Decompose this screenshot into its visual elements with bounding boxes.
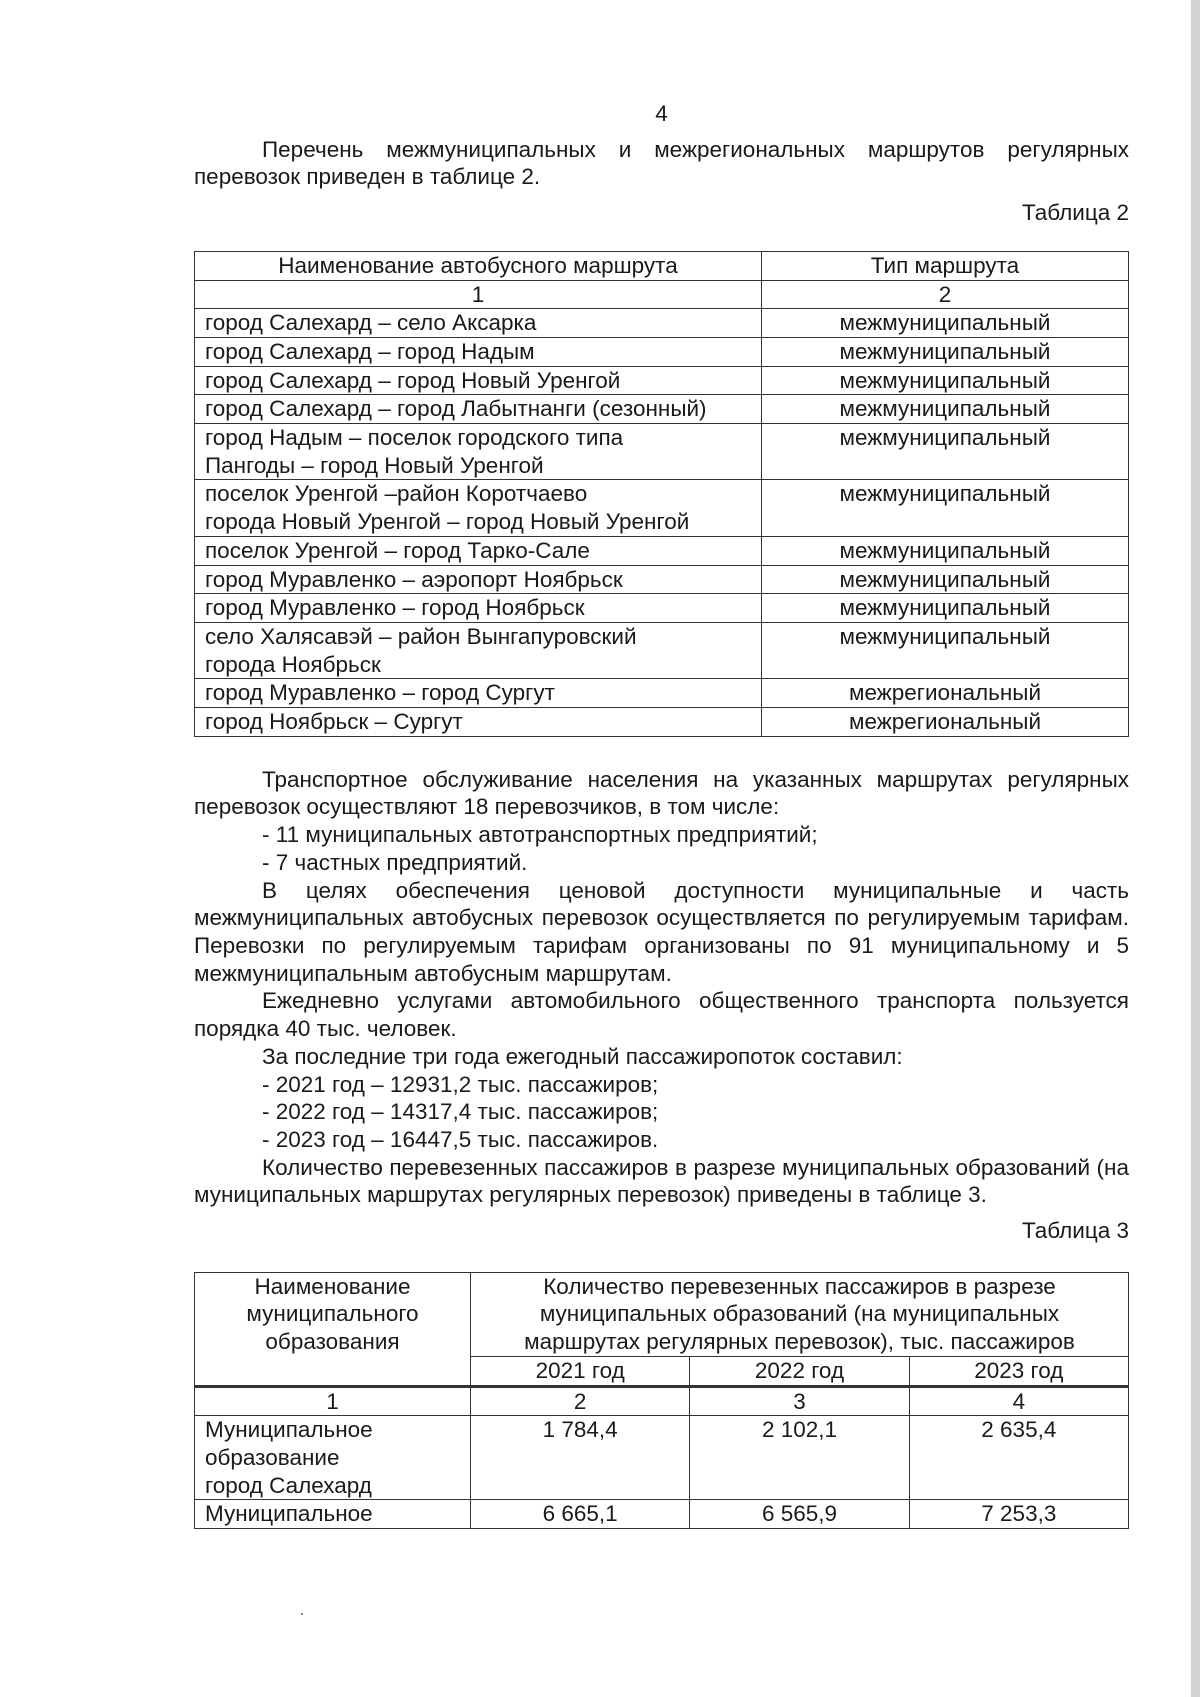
route-name bbox=[195, 622, 762, 678]
passengers-table bbox=[194, 1272, 1129, 1529]
col-number: 1 bbox=[195, 280, 762, 309]
header-line: муниципального bbox=[246, 1301, 419, 1327]
route-name: город Муравленко – город Сургут bbox=[195, 679, 762, 708]
table-row bbox=[195, 565, 1129, 594]
route-line: города Новый Уренгой – город Новый Уренгой bbox=[205, 509, 690, 535]
col-number: 2 bbox=[762, 280, 1129, 309]
table2-caption: Таблица 2 bbox=[1022, 200, 1129, 226]
route-name: город Муравленко – город Ноябрьск bbox=[195, 594, 762, 623]
col-number: 4 bbox=[909, 1386, 1128, 1416]
route-line: село Халясавэй – район Вынгапуровский bbox=[205, 623, 637, 649]
table-row bbox=[195, 1500, 1129, 1529]
route-name: город Салехард – город Новый Уренгой bbox=[195, 366, 762, 395]
carriers-paragraph: Транспортное обслуживание населения на указанных маршрутах регулярных перевозок осуществляют 18 перевозчиков, в том числе: bbox=[194, 766, 1129, 820]
route-name: город Ноябрьск – Сургут bbox=[195, 708, 762, 737]
document-page bbox=[194, 100, 1129, 1529]
table-header-row bbox=[195, 251, 1129, 280]
value-2021: 6 665,1 bbox=[471, 1500, 690, 1529]
route-type: межмуниципальный bbox=[762, 366, 1129, 395]
route-type: межмуниципальный bbox=[762, 309, 1129, 338]
table-row bbox=[195, 480, 1129, 536]
table-row bbox=[195, 309, 1129, 338]
table-header-row bbox=[195, 1272, 1129, 1356]
list-item: - 11 муниципальных автотранспортных предприятий; bbox=[262, 822, 818, 848]
col-number: 1 bbox=[195, 1386, 471, 1416]
column-number-row bbox=[195, 1386, 1129, 1416]
table3-intro-paragraph: Количество перевезенных пассажиров в разрезе муниципальных образований (на муниципальных маршрутах регулярных перевозок) приведены в таблице 3. bbox=[194, 1154, 1129, 1208]
list-item: - 2022 год – 14317,4 тыс. пассажиров; bbox=[262, 1099, 659, 1125]
table-row bbox=[195, 536, 1129, 565]
route-name: город Муравленко – аэропорт Ноябрьск bbox=[195, 565, 762, 594]
route-name bbox=[195, 480, 762, 536]
name-line: Муниципальное bbox=[205, 1417, 373, 1443]
route-type: межрегиональный bbox=[762, 708, 1129, 737]
name-line: город Салехард bbox=[205, 1472, 372, 1498]
name-line: Муниципальное bbox=[205, 1501, 373, 1527]
route-type: межмуниципальный bbox=[762, 536, 1129, 565]
value-2023: 7 253,3 bbox=[909, 1500, 1128, 1529]
route-type: межмуниципальный bbox=[762, 565, 1129, 594]
table-row bbox=[195, 708, 1129, 737]
page-edge bbox=[1191, 0, 1200, 1697]
route-name: поселок Уренгой – город Тарко-Сале bbox=[195, 536, 762, 565]
name-line: образование bbox=[205, 1444, 340, 1470]
route-type: межмуниципальный bbox=[762, 424, 1129, 480]
header-year-2021: 2021 год bbox=[471, 1356, 690, 1386]
route-line: города Ноябрьск bbox=[205, 651, 381, 677]
passenger-flow-intro: За последние три года ежегодный пассажиропоток составил: bbox=[262, 1043, 903, 1069]
list-item: - 7 частных предприятий. bbox=[262, 849, 528, 875]
value-2022: 2 102,1 bbox=[690, 1416, 909, 1500]
route-name: город Салехард – город Надым bbox=[195, 337, 762, 366]
table-row bbox=[195, 366, 1129, 395]
table-row bbox=[195, 679, 1129, 708]
table-row bbox=[195, 424, 1129, 480]
list-item: - 2021 год – 12931,2 тыс. пассажиров; bbox=[262, 1071, 659, 1097]
route-type: межмуниципальный bbox=[762, 622, 1129, 678]
table3-caption: Таблица 3 bbox=[1022, 1218, 1129, 1244]
daily-usage-paragraph: Ежедневно услугами автомобильного общественного транспорта пользуется порядка 40 тыс. человек. bbox=[194, 988, 1129, 1042]
route-type: межрегиональный bbox=[762, 679, 1129, 708]
route-type: межмуниципальный bbox=[762, 337, 1129, 366]
table-row bbox=[195, 594, 1129, 623]
route-line: город Надым – поселок городского типа bbox=[205, 425, 624, 451]
table-row bbox=[195, 622, 1129, 678]
header-year-2023: 2023 год bbox=[909, 1356, 1128, 1386]
route-type: межмуниципальный bbox=[762, 594, 1129, 623]
route-name: город Салехард – село Аксарка bbox=[195, 309, 762, 338]
header-line: маршрутах регулярных перевозок), тыс. пассажиров bbox=[524, 1329, 1075, 1355]
route-line: поселок Уренгой –район Коротчаево bbox=[205, 481, 588, 507]
col-number: 2 bbox=[471, 1386, 690, 1416]
route-name: город Салехард – город Лабытнанги (сезонный) bbox=[195, 395, 762, 424]
tariffs-paragraph: В целях обеспечения ценовой доступности муниципальные и часть межмуниципальных автобусных перевозок осуществляется по регулируемым тарифам. Перевозки по регулируемым тарифам организованы по 91 муниципальному и 5 межмуниципальным автобусным маршрутам. bbox=[194, 877, 1129, 986]
header-route-type: Тип маршрута bbox=[762, 251, 1129, 280]
header-line: Количество перевезенных пассажиров в разрезе bbox=[543, 1273, 1056, 1299]
header-route-name: Наименование автобусного маршрута bbox=[195, 251, 762, 280]
route-line: Пангоды – город Новый Уренгой bbox=[205, 452, 544, 478]
intro-paragraph: Перечень межмуниципальных и межрегиональных маршрутов регулярных перевозок приведен в таблице 2. bbox=[194, 136, 1129, 190]
header-line: муниципальных образований (на муниципальных bbox=[539, 1301, 1060, 1327]
col-number: 3 bbox=[690, 1386, 909, 1416]
table-row bbox=[195, 337, 1129, 366]
list-item: - 2023 год – 16447,5 тыс. пассажиров. bbox=[262, 1126, 659, 1152]
header-line: образования bbox=[265, 1329, 400, 1355]
municipality-name bbox=[195, 1416, 471, 1500]
scan-speck bbox=[301, 1613, 303, 1615]
page-number: 4 bbox=[655, 101, 668, 126]
header-line: Наименование bbox=[254, 1273, 411, 1299]
table-row bbox=[195, 395, 1129, 424]
value-2023: 2 635,4 bbox=[909, 1416, 1128, 1500]
route-name bbox=[195, 424, 762, 480]
municipality-name bbox=[195, 1500, 471, 1529]
column-number-row bbox=[195, 280, 1129, 309]
table-row bbox=[195, 1416, 1129, 1500]
value-2022: 6 565,9 bbox=[690, 1500, 909, 1529]
route-type: межмуниципальный bbox=[762, 480, 1129, 536]
header-municipality bbox=[195, 1272, 471, 1386]
value-2021: 1 784,4 bbox=[471, 1416, 690, 1500]
header-passenger-count bbox=[471, 1272, 1129, 1356]
routes-table bbox=[194, 251, 1129, 737]
header-year-2022: 2022 год bbox=[690, 1356, 909, 1386]
route-type: межмуниципальный bbox=[762, 395, 1129, 424]
